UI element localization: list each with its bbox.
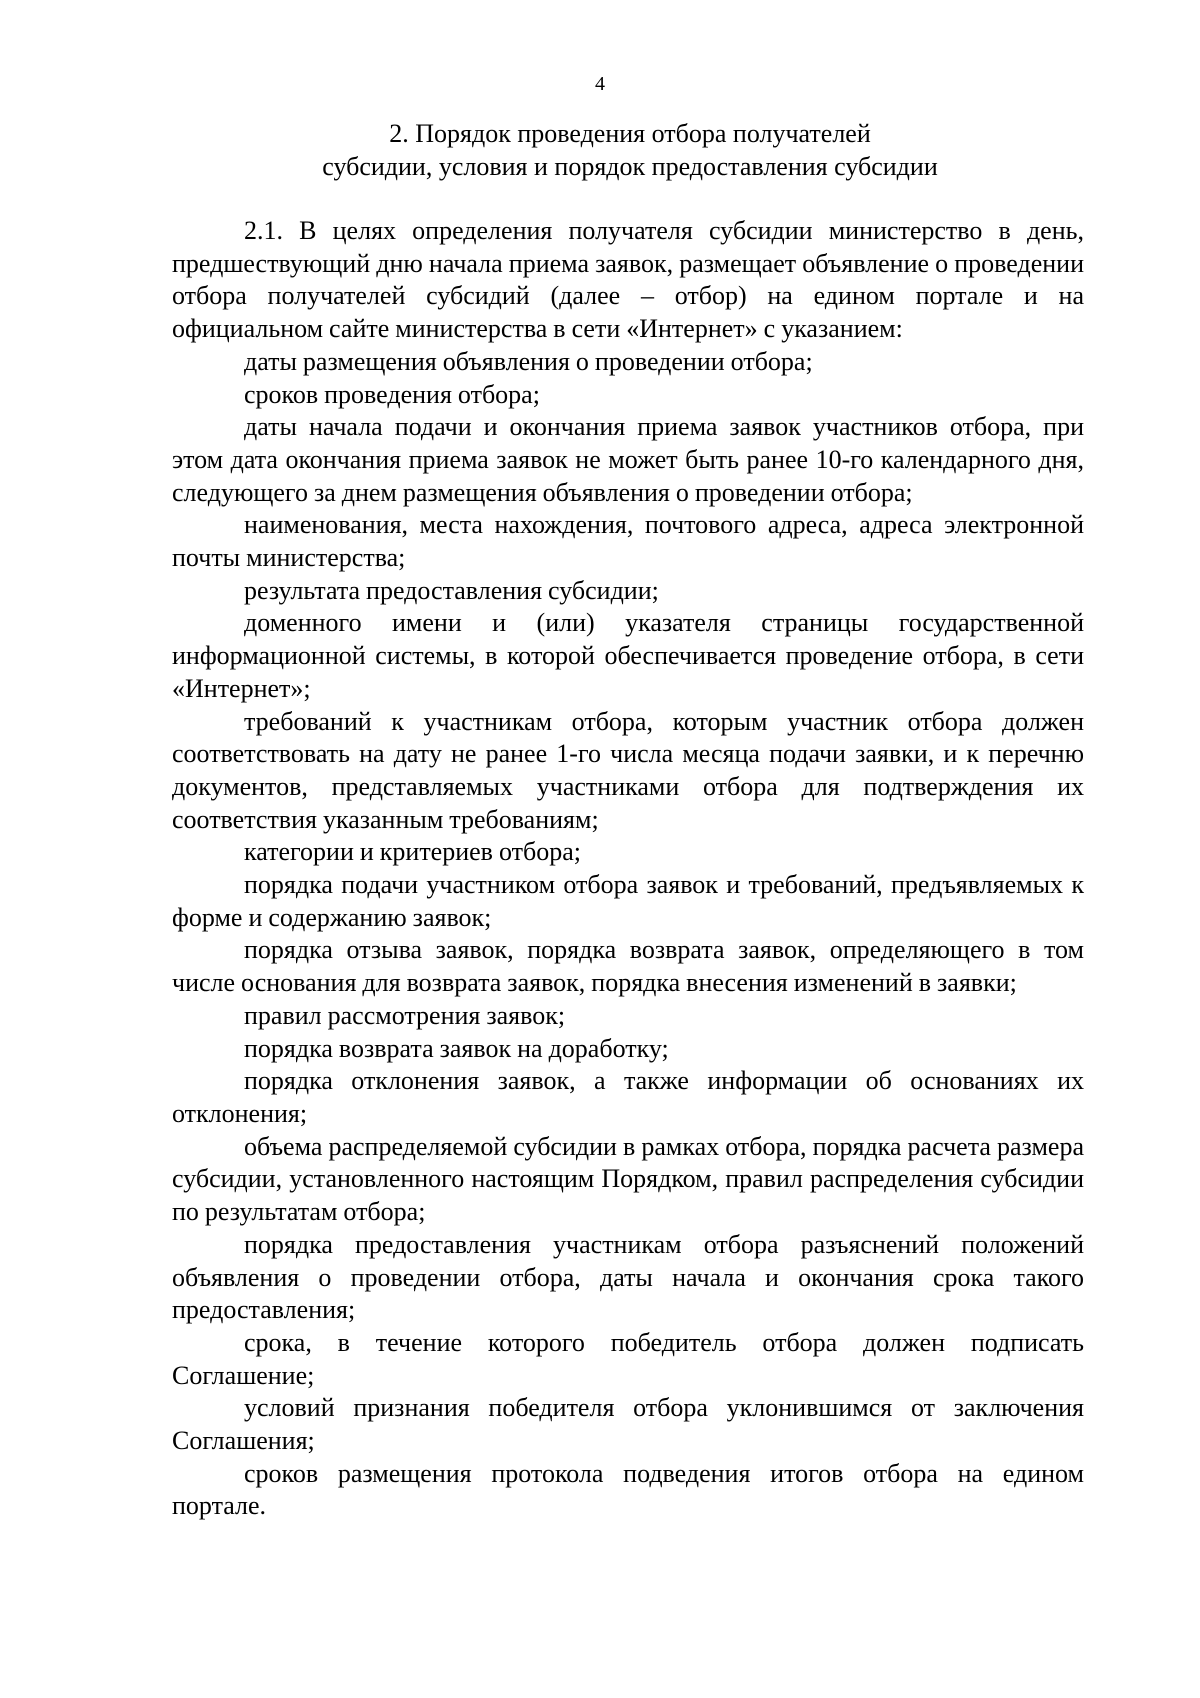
paragraph: условий признания победителя отбора уклонившимся от заключения Соглашения; bbox=[172, 1393, 1084, 1456]
paragraph: требований к участникам отбора, которым участник отбора должен соответствовать на дату не ранее 1-го числа месяца подачи заявки, и к перечню документов, представляемых участниками отбора для подтверждения их соответствия указанным требованиям; bbox=[172, 706, 1084, 834]
paragraph: порядка подачи участником отбора заявок и требований, предъявляемых к форме и содержанию заявок; bbox=[172, 870, 1084, 932]
paragraph: порядка предоставления участникам отбора разъяснений положений объявления о проведении отбора, даты начала и окончания срока такого предоставления; bbox=[172, 1229, 1084, 1325]
paragraph: категории и критериев отбора; bbox=[244, 837, 581, 867]
paragraph: результата предоставления субсидии; bbox=[244, 575, 659, 605]
paragraph: порядка отклонения заявок, а также информации об основаниях их отклонения; bbox=[172, 1066, 1084, 1128]
section-heading bbox=[170, 117, 1090, 183]
paragraph: порядка возврата заявок на доработку; bbox=[244, 1033, 669, 1063]
paragraph: даты начала подачи и окончания приема заявок участников отбора, при этом дата окончания приема заявок не может быть ранее 10-го календарного дня, следующего за днем размещения объявления о проведении отбора; bbox=[172, 412, 1084, 507]
paragraph: сроков проведения отбора; bbox=[244, 379, 540, 409]
paragraph: правил рассмотрения заявок; bbox=[244, 1000, 566, 1030]
section-heading-line-1: 2. Порядок проведения отбора получателей bbox=[389, 119, 871, 148]
paragraph: объема распределяемой субсидии в рамках отбора, порядка расчета размера субсидии, установленного настоящим Порядком, правил распределения субсидии по результатам отбора; bbox=[172, 1131, 1084, 1227]
paragraph: даты размещения объявления о проведении отбора; bbox=[244, 346, 813, 376]
paragraph: порядка отзыва заявок, порядка возврата заявок, определяющего в том числе основания для возврата заявок, порядка внесения изменений в заявки; bbox=[172, 935, 1084, 998]
paragraph: срока, в течение которого победитель отбора должен подписать Соглашение; bbox=[172, 1327, 1084, 1390]
section-body bbox=[172, 215, 1084, 1523]
paragraph: доменного имени и (или) указателя страницы государственной информационной системы, в которой обеспечивается проведение отбора, в сети «Интернет»; bbox=[172, 608, 1084, 703]
page-number: 4 bbox=[595, 73, 605, 95]
section-heading-line-2: субсидии, условия и порядок предоставления субсидии bbox=[322, 152, 938, 181]
paragraph: наименования, места нахождения, почтового адреса, адреса электронной почты министерства; bbox=[172, 510, 1084, 573]
paragraph: 2.1. В целях определения получателя субсидии министерство в день, предшествующий дню начала приема заявок, размещает объявление о проведении отбора получателей субсидий (далее – отбор) на едином портале и на официальном сайте министерства в сети «Интернет» с указанием: bbox=[172, 216, 1084, 344]
paragraph: сроков размещения протокола подведения итогов отбора на едином портале. bbox=[172, 1458, 1084, 1521]
